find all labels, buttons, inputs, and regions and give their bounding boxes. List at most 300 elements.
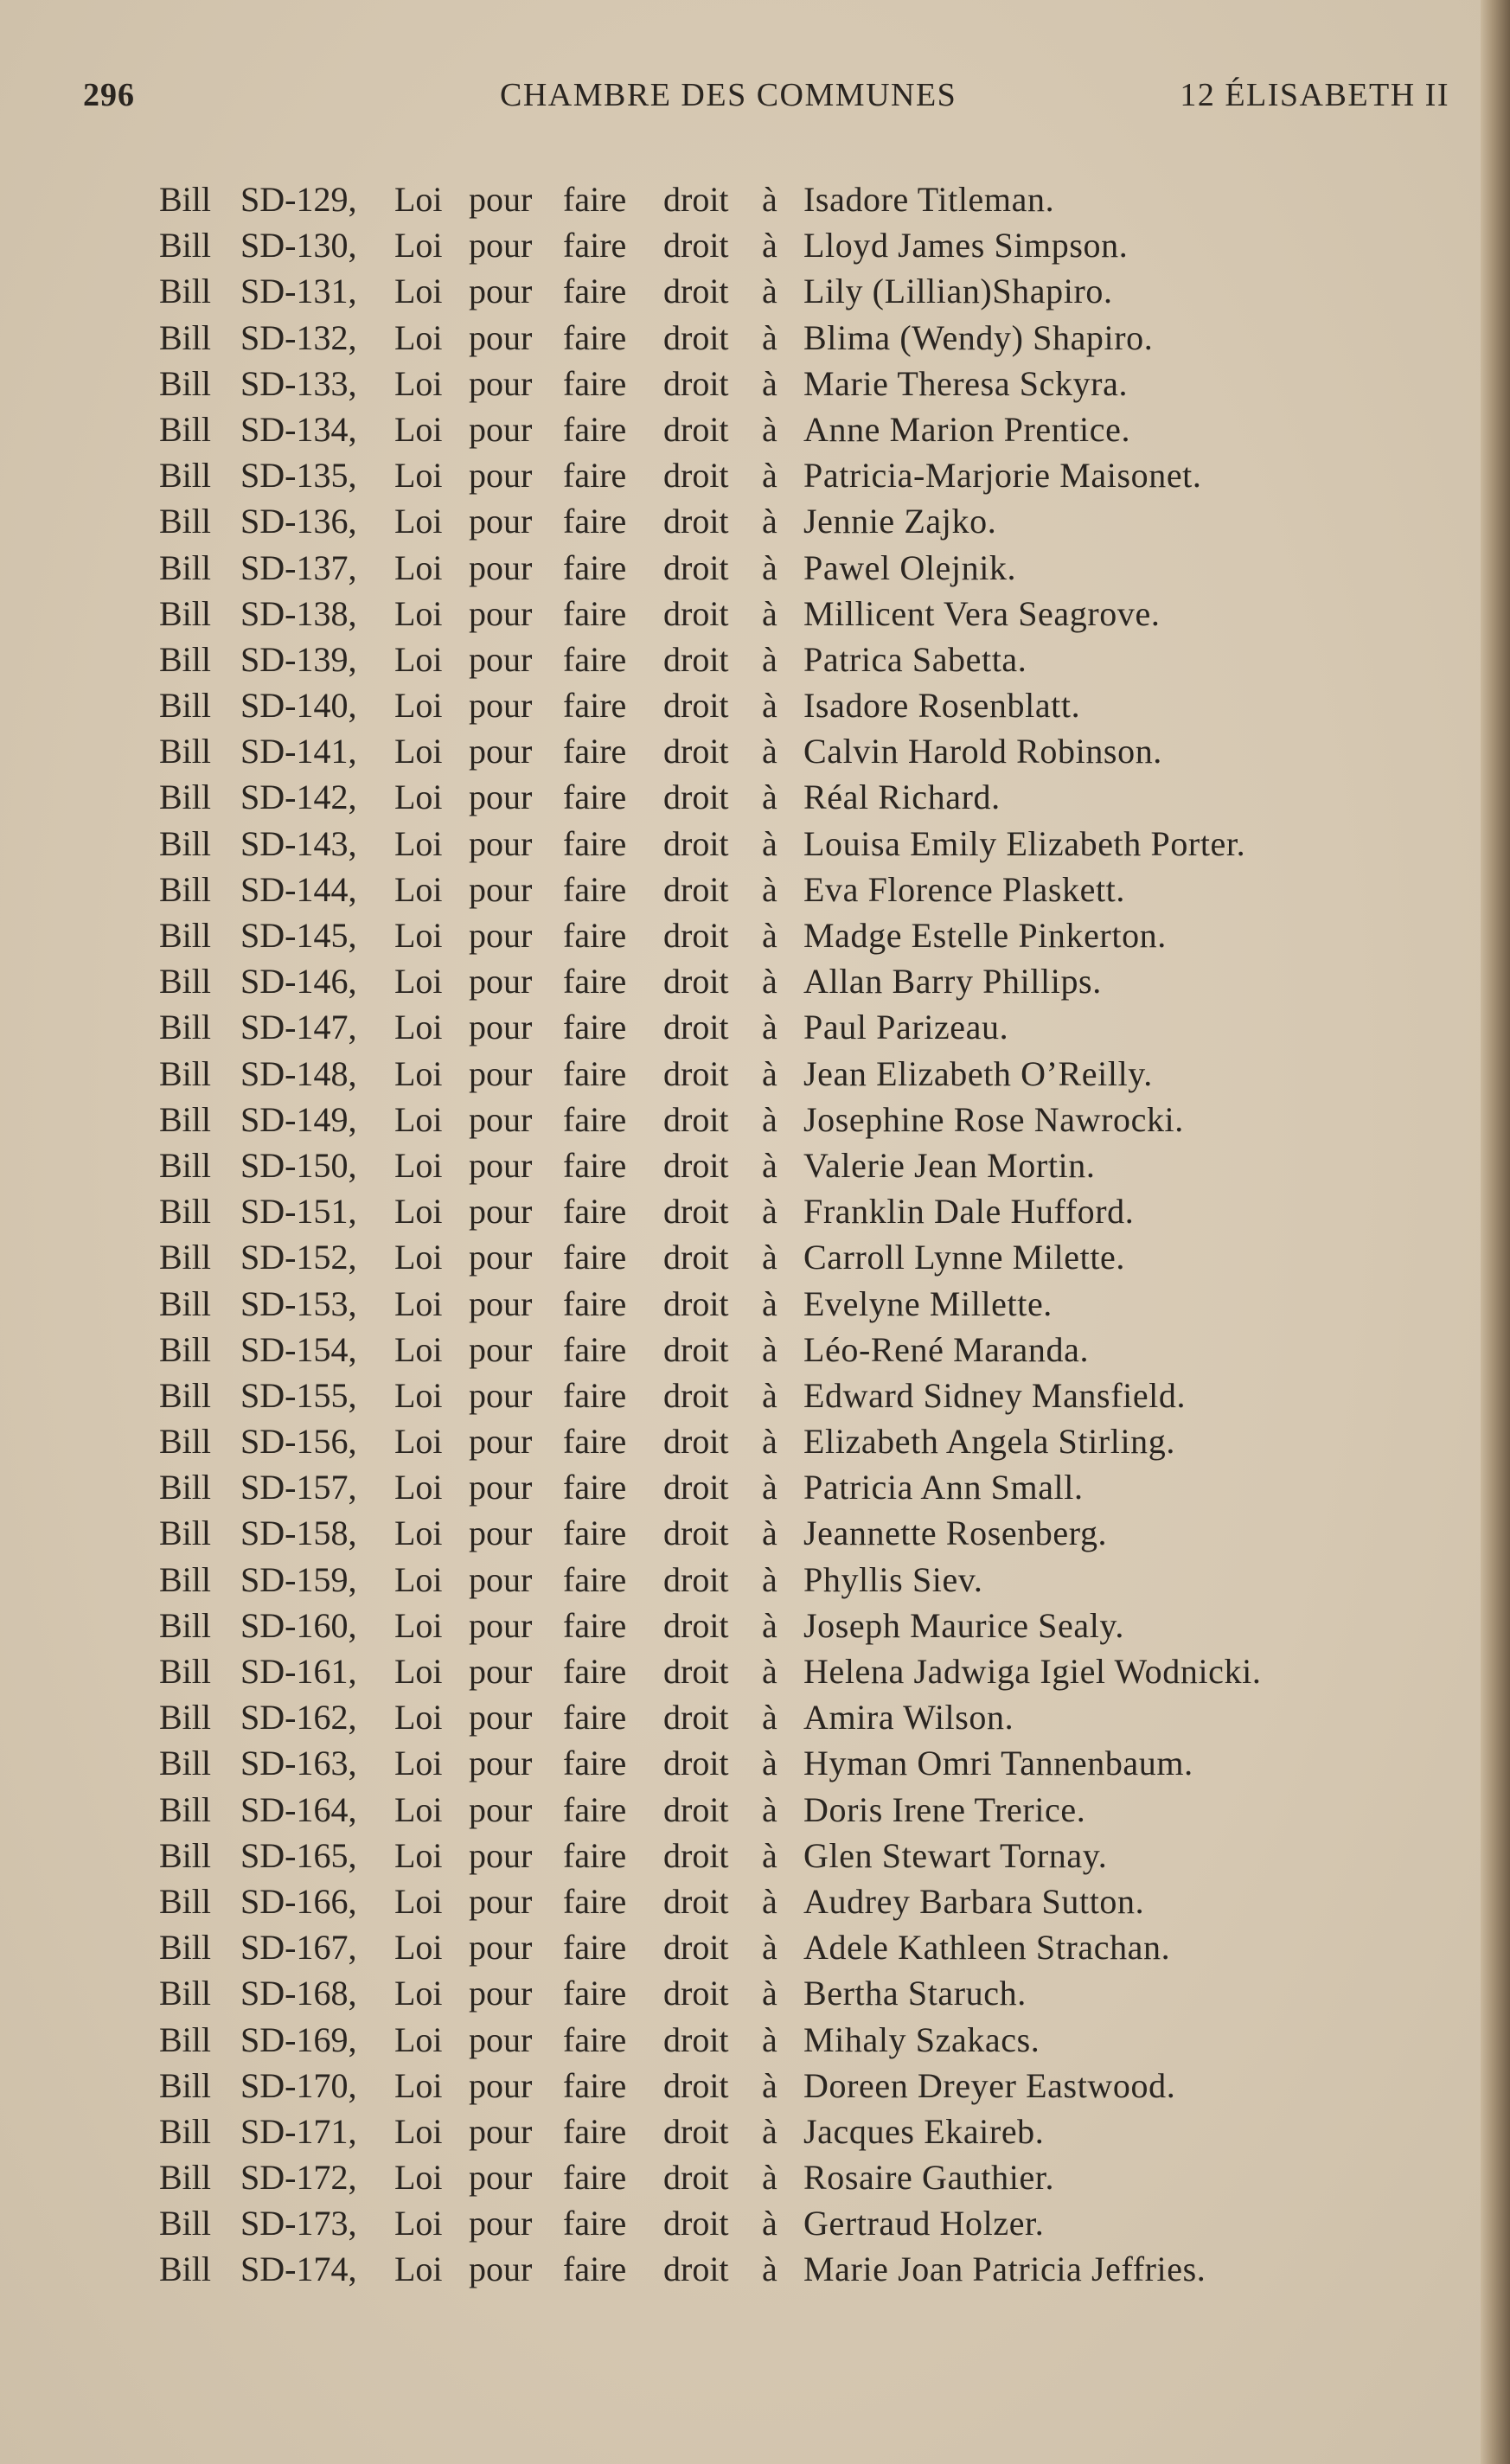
droit-word: droit: [663, 593, 729, 633]
bill-number: SD-150,: [240, 1145, 357, 1185]
bill-row: [159, 2200, 1456, 2246]
pour-word: pour: [469, 456, 533, 496]
a-word: à: [762, 2250, 777, 2289]
faire-word: faire: [563, 180, 627, 219]
faire-word: faire: [563, 409, 627, 449]
a-word: à: [762, 2065, 777, 2105]
bill-label: Bill: [159, 2019, 212, 2059]
pour-word: pour: [469, 180, 533, 219]
a-word: à: [762, 456, 777, 496]
loi-word: Loi: [394, 1145, 443, 1185]
faire-word: faire: [563, 1283, 627, 1323]
person-name: Allan Barry Phillips.: [803, 962, 1102, 1002]
droit-word: droit: [663, 363, 729, 403]
person-name: Marie Theresa Sckyra.: [803, 363, 1129, 403]
bill-number: SD-165,: [240, 1835, 357, 1875]
loi-word: Loi: [394, 1053, 443, 1093]
droit-word: droit: [663, 1559, 729, 1599]
loi-word: Loi: [394, 180, 443, 219]
a-word: à: [762, 732, 777, 771]
pour-word: pour: [469, 1559, 533, 1599]
droit-word: droit: [663, 869, 729, 909]
bill-row: [159, 2063, 1456, 2109]
pour-word: pour: [469, 547, 533, 587]
loi-word: Loi: [394, 869, 443, 909]
bill-label: Bill: [159, 1835, 212, 1875]
person-name: Franklin Dale Hufford.: [803, 1192, 1135, 1232]
pour-word: pour: [469, 226, 533, 266]
pour-word: pour: [469, 1283, 533, 1323]
bill-row: [159, 1188, 1456, 1234]
bill-label: Bill: [159, 732, 212, 771]
a-word: à: [762, 1192, 777, 1232]
a-word: à: [762, 1744, 777, 1783]
pour-word: pour: [469, 686, 533, 726]
pour-word: pour: [469, 1192, 533, 1232]
bill-row: [159, 912, 1456, 958]
pour-word: pour: [469, 2019, 533, 2059]
bill-row: [159, 452, 1456, 498]
bill-label: Bill: [159, 1422, 212, 1462]
pour-word: pour: [469, 1468, 533, 1507]
bill-row: [159, 1142, 1456, 1188]
faire-word: faire: [563, 823, 627, 863]
loi-word: Loi: [394, 1283, 443, 1323]
bill-number: SD-155,: [240, 1375, 357, 1415]
loi-word: Loi: [394, 2158, 443, 2198]
faire-word: faire: [563, 1744, 627, 1783]
loi-word: Loi: [394, 639, 443, 679]
faire-word: faire: [563, 1192, 627, 1232]
droit-word: droit: [663, 1099, 729, 1139]
person-name: Patricia Ann Small.: [803, 1468, 1084, 1507]
pour-word: pour: [469, 1238, 533, 1277]
droit-word: droit: [663, 547, 729, 587]
bill-number: SD-161,: [240, 1652, 357, 1691]
bill-label: Bill: [159, 1652, 212, 1691]
pour-word: pour: [469, 1053, 533, 1093]
a-word: à: [762, 869, 777, 909]
a-word: à: [762, 686, 777, 726]
a-word: à: [762, 1789, 777, 1829]
bill-number: SD-134,: [240, 409, 357, 449]
a-word: à: [762, 409, 777, 449]
faire-word: faire: [563, 1514, 627, 1553]
loi-word: Loi: [394, 1928, 443, 1968]
a-word: à: [762, 1008, 777, 1047]
loi-word: Loi: [394, 1238, 443, 1277]
page-binding-edge: [1481, 0, 1510, 2464]
faire-word: faire: [563, 1468, 627, 1507]
bill-row: [159, 1694, 1456, 1740]
pour-word: pour: [469, 409, 533, 449]
a-word: à: [762, 823, 777, 863]
person-name: Léo-René Maranda.: [803, 1329, 1090, 1369]
droit-word: droit: [663, 1744, 729, 1783]
bill-row: [159, 406, 1456, 452]
a-word: à: [762, 2019, 777, 2059]
loi-word: Loi: [394, 2065, 443, 2105]
pour-word: pour: [469, 1652, 533, 1691]
bill-row: [159, 361, 1456, 406]
bill-row: [159, 545, 1456, 591]
loi-word: Loi: [394, 962, 443, 1002]
bill-number: SD-157,: [240, 1468, 357, 1507]
person-name: Phyllis Siev.: [803, 1559, 983, 1599]
droit-word: droit: [663, 409, 729, 449]
faire-word: faire: [563, 1605, 627, 1645]
person-name: Doreen Dreyer Eastwood.: [803, 2065, 1176, 2105]
person-name: Pawel Olejnik.: [803, 547, 1017, 587]
bill-number: SD-151,: [240, 1192, 357, 1232]
bill-label: Bill: [159, 639, 212, 679]
loi-word: Loi: [394, 1835, 443, 1875]
person-name: Jeannette Rosenberg.: [803, 1514, 1108, 1553]
faire-word: faire: [563, 1881, 627, 1921]
loi-word: Loi: [394, 916, 443, 955]
bill-label: Bill: [159, 1514, 212, 1553]
bill-number: SD-160,: [240, 1605, 357, 1645]
droit-word: droit: [663, 317, 729, 357]
droit-word: droit: [663, 1145, 729, 1185]
bill-row: [159, 1327, 1456, 1373]
bill-row: [159, 1234, 1456, 1280]
bill-number: SD-164,: [240, 1789, 357, 1829]
bill-row: [159, 1924, 1456, 1970]
pour-word: pour: [469, 1514, 533, 1553]
bill-number: SD-141,: [240, 732, 357, 771]
bill-row: [159, 176, 1456, 222]
a-word: à: [762, 1928, 777, 1968]
person-name: Lily (Lillian)Shapiro.: [803, 272, 1113, 311]
bill-row: [159, 1051, 1456, 1097]
a-word: à: [762, 180, 777, 219]
a-word: à: [762, 1835, 777, 1875]
a-word: à: [762, 1145, 777, 1185]
pour-word: pour: [469, 1881, 533, 1921]
bill-number: SD-173,: [240, 2204, 357, 2243]
bill-number: SD-163,: [240, 1744, 357, 1783]
person-name: Blima (Wendy) Shapiro.: [803, 317, 1154, 357]
bill-row: [159, 2154, 1456, 2200]
loi-word: Loi: [394, 1789, 443, 1829]
person-name: Jean Elizabeth O’Reilly.: [803, 1053, 1153, 1093]
faire-word: faire: [563, 363, 627, 403]
bill-label: Bill: [159, 2065, 212, 2105]
loi-word: Loi: [394, 823, 443, 863]
faire-word: faire: [563, 456, 627, 496]
person-name: Isadore Titleman.: [803, 180, 1055, 219]
bill-number: SD-162,: [240, 1698, 357, 1738]
pour-word: pour: [469, 1008, 533, 1047]
droit-word: droit: [663, 1881, 729, 1921]
bill-number: SD-145,: [240, 916, 357, 955]
a-word: à: [762, 1605, 777, 1645]
bill-row: [159, 1281, 1456, 1327]
faire-word: faire: [563, 2065, 627, 2105]
bill-row: [159, 2017, 1456, 2063]
bill-number: SD-136,: [240, 502, 357, 541]
bill-label: Bill: [159, 2111, 212, 2151]
a-word: à: [762, 363, 777, 403]
loi-word: Loi: [394, 1468, 443, 1507]
bill-number: SD-172,: [240, 2158, 357, 2198]
faire-word: faire: [563, 547, 627, 587]
bill-row: [159, 1510, 1456, 1556]
a-word: à: [762, 1238, 777, 1277]
page-header: [83, 76, 1449, 119]
droit-word: droit: [663, 1652, 729, 1691]
pour-word: pour: [469, 1605, 533, 1645]
bill-label: Bill: [159, 1192, 212, 1232]
loi-word: Loi: [394, 1744, 443, 1783]
faire-word: faire: [563, 1053, 627, 1093]
loi-word: Loi: [394, 1559, 443, 1599]
a-word: à: [762, 1099, 777, 1139]
pour-word: pour: [469, 593, 533, 633]
a-word: à: [762, 317, 777, 357]
loi-word: Loi: [394, 317, 443, 357]
person-name: Calvin Harold Robinson.: [803, 732, 1162, 771]
faire-word: faire: [563, 778, 627, 817]
pour-word: pour: [469, 1835, 533, 1875]
droit-word: droit: [663, 2250, 729, 2289]
bill-label: Bill: [159, 2158, 212, 2198]
a-word: à: [762, 1652, 777, 1691]
loi-word: Loi: [394, 1422, 443, 1462]
droit-word: droit: [663, 1192, 729, 1232]
droit-word: droit: [663, 1008, 729, 1047]
bill-label: Bill: [159, 962, 212, 1002]
pour-word: pour: [469, 2204, 533, 2243]
bill-number: SD-138,: [240, 593, 357, 633]
loi-word: Loi: [394, 1974, 443, 2013]
person-name: Adele Kathleen Strachan.: [803, 1928, 1171, 1968]
bill-label: Bill: [159, 1053, 212, 1093]
person-name: Evelyne Millette.: [803, 1283, 1053, 1323]
person-name: Elizabeth Angela Stirling.: [803, 1422, 1175, 1462]
faire-word: faire: [563, 1559, 627, 1599]
droit-word: droit: [663, 916, 729, 955]
bill-number: SD-170,: [240, 2065, 357, 2105]
droit-word: droit: [663, 226, 729, 266]
droit-word: droit: [663, 732, 729, 771]
person-name: Helena Jadwiga Igiel Wodnicki.: [803, 1652, 1262, 1691]
a-word: à: [762, 2204, 777, 2243]
loi-word: Loi: [394, 1605, 443, 1645]
pour-word: pour: [469, 1789, 533, 1829]
bill-row: [159, 315, 1456, 361]
bill-number: SD-148,: [240, 1053, 357, 1093]
pour-word: pour: [469, 1928, 533, 1968]
loi-word: Loi: [394, 502, 443, 541]
bill-row: [159, 1373, 1456, 1418]
bill-number: SD-130,: [240, 226, 357, 266]
pour-word: pour: [469, 272, 533, 311]
bill-label: Bill: [159, 1559, 212, 1599]
page-number: 296: [83, 77, 135, 113]
bill-number: SD-131,: [240, 272, 357, 311]
pour-word: pour: [469, 823, 533, 863]
droit-word: droit: [663, 2111, 729, 2151]
bill-number: SD-129,: [240, 180, 357, 219]
loi-word: Loi: [394, 363, 443, 403]
faire-word: faire: [563, 1928, 627, 1968]
droit-word: droit: [663, 272, 729, 311]
droit-word: droit: [663, 639, 729, 679]
loi-word: Loi: [394, 732, 443, 771]
bill-list: [159, 176, 1456, 2293]
faire-word: faire: [563, 1099, 627, 1139]
faire-word: faire: [563, 1974, 627, 2013]
a-word: à: [762, 1974, 777, 2013]
pour-word: pour: [469, 916, 533, 955]
person-name: Edward Sidney Mansfield.: [803, 1375, 1187, 1415]
faire-word: faire: [563, 962, 627, 1002]
droit-word: droit: [663, 962, 729, 1002]
person-name: Paul Parizeau.: [803, 1008, 1009, 1047]
faire-word: faire: [563, 593, 627, 633]
droit-word: droit: [663, 1283, 729, 1323]
a-word: à: [762, 1468, 777, 1507]
faire-word: faire: [563, 1329, 627, 1369]
droit-word: droit: [663, 1238, 729, 1277]
pour-word: pour: [469, 2111, 533, 2151]
faire-word: faire: [563, 2250, 627, 2289]
bill-row: [159, 1787, 1456, 1833]
bill-number: SD-171,: [240, 2111, 357, 2151]
bill-label: Bill: [159, 272, 212, 311]
bill-label: Bill: [159, 1744, 212, 1783]
bill-row: [159, 1740, 1456, 1786]
bill-number: SD-142,: [240, 778, 357, 817]
bill-number: SD-144,: [240, 869, 357, 909]
loi-word: Loi: [394, 2250, 443, 2289]
running-title: CHAMBRE DES COMMUNES: [500, 77, 957, 113]
bill-number: SD-153,: [240, 1283, 357, 1323]
person-name: Audrey Barbara Sutton.: [803, 1881, 1145, 1921]
a-word: à: [762, 1329, 777, 1369]
pour-word: pour: [469, 1744, 533, 1783]
bill-row: [159, 867, 1456, 912]
person-name: Mihaly Szakacs.: [803, 2019, 1040, 2059]
a-word: à: [762, 916, 777, 955]
droit-word: droit: [663, 1514, 729, 1553]
bill-row: [159, 682, 1456, 728]
bill-row: [159, 2246, 1456, 2292]
pour-word: pour: [469, 2158, 533, 2198]
bill-row: [159, 774, 1456, 820]
regnal-year: 12 ÉLISABETH II: [1180, 77, 1449, 113]
person-name: Millicent Vera Seagrove.: [803, 593, 1161, 633]
bill-row: [159, 268, 1456, 314]
faire-word: faire: [563, 1698, 627, 1738]
droit-word: droit: [663, 502, 729, 541]
droit-word: droit: [663, 1329, 729, 1369]
bill-label: Bill: [159, 1468, 212, 1507]
person-name: Rosaire Gauthier.: [803, 2158, 1055, 2198]
bill-label: Bill: [159, 1881, 212, 1921]
loi-word: Loi: [394, 1099, 443, 1139]
a-word: à: [762, 1559, 777, 1599]
person-name: Eva Florence Plaskett.: [803, 869, 1125, 909]
person-name: Lloyd James Simpson.: [803, 226, 1129, 266]
loi-word: Loi: [394, 1652, 443, 1691]
droit-word: droit: [663, 1928, 729, 1968]
bill-row: [159, 2109, 1456, 2154]
bill-row: [159, 1004, 1456, 1050]
a-word: à: [762, 778, 777, 817]
faire-word: faire: [563, 1008, 627, 1047]
pour-word: pour: [469, 732, 533, 771]
loi-word: Loi: [394, 686, 443, 726]
a-word: à: [762, 2111, 777, 2151]
bill-number: SD-156,: [240, 1422, 357, 1462]
faire-word: faire: [563, 1145, 627, 1185]
loi-word: Loi: [394, 1329, 443, 1369]
bill-number: SD-154,: [240, 1329, 357, 1369]
bill-number: SD-149,: [240, 1099, 357, 1139]
bill-label: Bill: [159, 916, 212, 955]
bill-number: SD-152,: [240, 1238, 357, 1277]
bill-label: Bill: [159, 778, 212, 817]
pour-word: pour: [469, 2065, 533, 2105]
person-name: Joseph Maurice Sealy.: [803, 1605, 1125, 1645]
bill-label: Bill: [159, 823, 212, 863]
faire-word: faire: [563, 869, 627, 909]
bill-label: Bill: [159, 1605, 212, 1645]
bill-label: Bill: [159, 1789, 212, 1829]
bill-label: Bill: [159, 456, 212, 496]
bill-number: SD-166,: [240, 1881, 357, 1921]
loi-word: Loi: [394, 1514, 443, 1553]
bill-number: SD-146,: [240, 962, 357, 1002]
bill-label: Bill: [159, 869, 212, 909]
faire-word: faire: [563, 1422, 627, 1462]
person-name: Hyman Omri Tannenbaum.: [803, 1744, 1193, 1783]
bill-row: [159, 498, 1456, 544]
a-word: à: [762, 639, 777, 679]
a-word: à: [762, 502, 777, 541]
pour-word: pour: [469, 1422, 533, 1462]
droit-word: droit: [663, 1698, 729, 1738]
person-name: Patricia-Marjorie Maisonet.: [803, 456, 1202, 496]
person-name: Jacques Ekaireb.: [803, 2111, 1045, 2151]
faire-word: faire: [563, 1789, 627, 1829]
loi-word: Loi: [394, 456, 443, 496]
pour-word: pour: [469, 1099, 533, 1139]
bill-label: Bill: [159, 1375, 212, 1415]
bill-label: Bill: [159, 547, 212, 587]
loi-word: Loi: [394, 1008, 443, 1047]
bill-number: SD-140,: [240, 686, 357, 726]
bill-row: [159, 637, 1456, 682]
a-word: à: [762, 593, 777, 633]
bill-row: [159, 591, 1456, 637]
bill-row: [159, 958, 1456, 1004]
pour-word: pour: [469, 1974, 533, 2013]
bill-label: Bill: [159, 1329, 212, 1369]
loi-word: Loi: [394, 272, 443, 311]
a-word: à: [762, 1514, 777, 1553]
bill-row: [159, 1464, 1456, 1510]
pour-word: pour: [469, 962, 533, 1002]
bill-label: Bill: [159, 226, 212, 266]
bill-label: Bill: [159, 2250, 212, 2289]
bill-row: [159, 222, 1456, 268]
bill-number: SD-158,: [240, 1514, 357, 1553]
a-word: à: [762, 1283, 777, 1323]
